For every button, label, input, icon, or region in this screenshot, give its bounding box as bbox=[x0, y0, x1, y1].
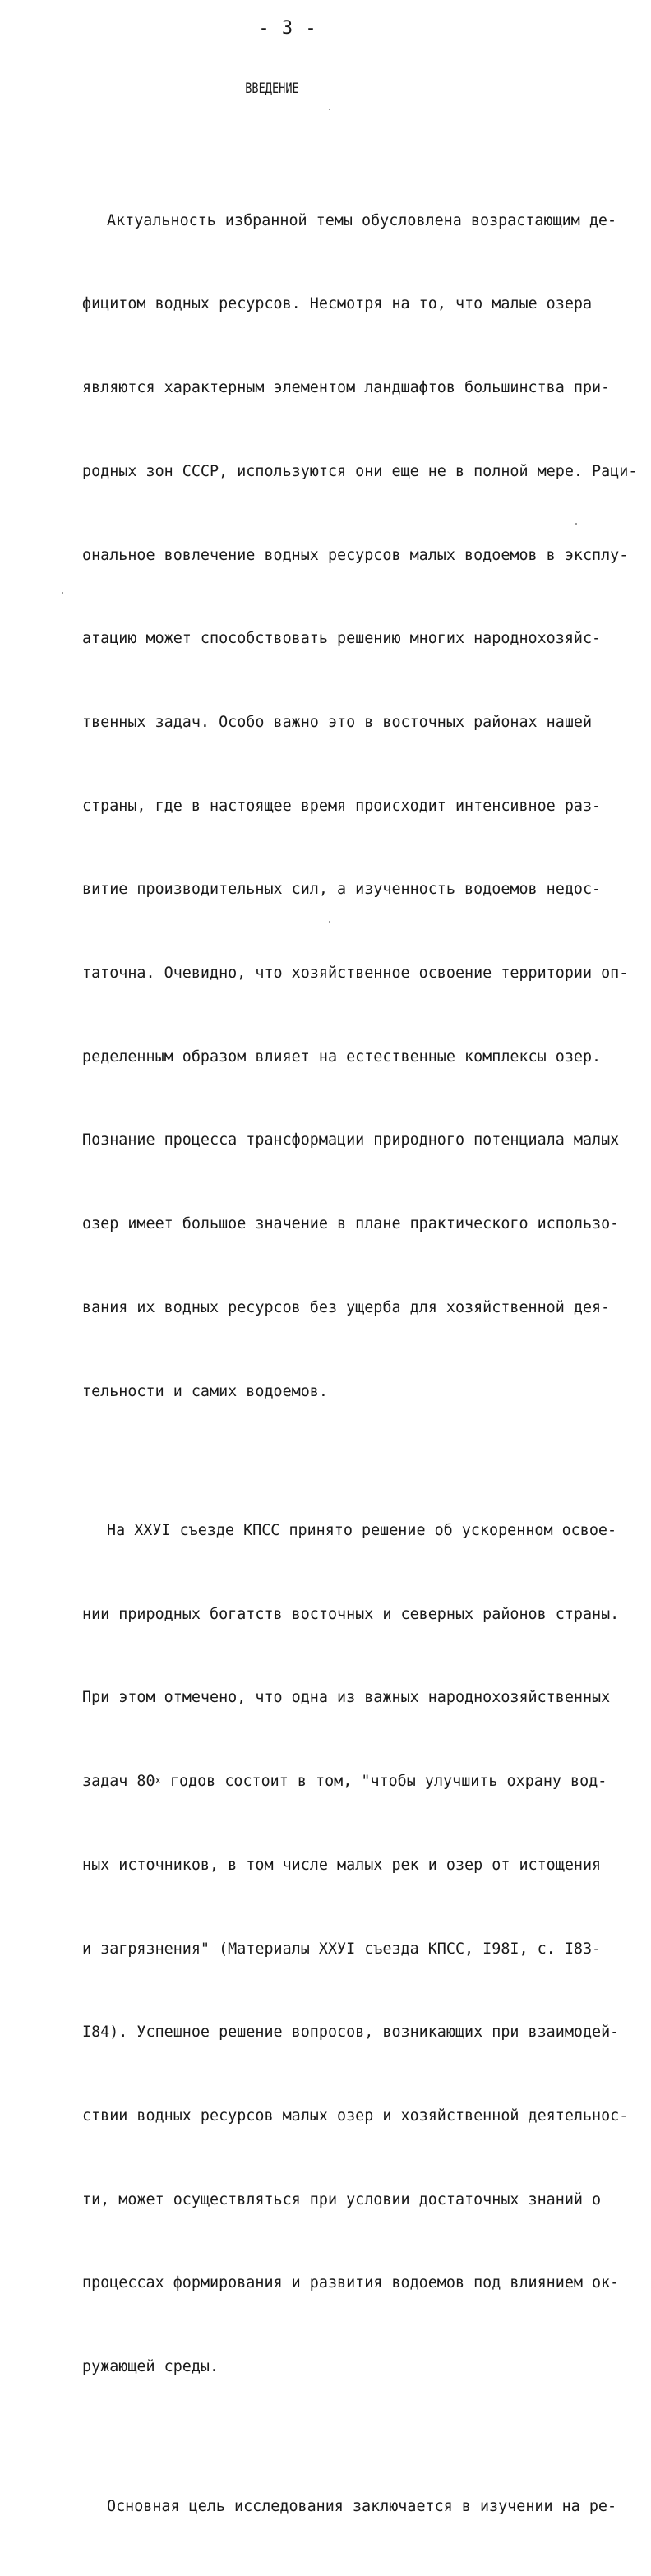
text-line: Основная цель исследования заключается в изучении на ре- bbox=[107, 2497, 617, 2515]
text-fragment: годов состоит в том, "чтобы улучшить охрану вод- bbox=[160, 1773, 607, 1791]
text-line: таточна. Очевидно, что хозяйственное освоение территории оп- bbox=[82, 964, 629, 983]
text-line: витие производительных сил, а изученность водоемов недос- bbox=[82, 881, 602, 899]
text-line: ствии водных ресурсов малых озер и хозяйственной деятельнос- bbox=[82, 2107, 629, 2125]
scan-speck bbox=[62, 592, 63, 594]
text-line: и загрязнения" (Материалы XXУI съезда КПСС, I98I, с. I83- bbox=[82, 1940, 602, 1958]
text-line: родных зон СССР, используются они еще не в полной мере. Раци- bbox=[82, 462, 638, 480]
text-line: фицитом водных ресурсов. Несмотря на то, что малые озера bbox=[82, 295, 593, 313]
text-line: ональное вовлечение водных ресурсов малых водоемов в эксплу- bbox=[82, 546, 629, 564]
text-line: I84). Успешное решение вопросов, возникающих при взаимодей- bbox=[82, 2023, 620, 2042]
text-line: ных источников, в том числе малых рек и озер от истощения bbox=[82, 1856, 602, 1874]
text-line: нии природных богатств восточных и северных районов страны. bbox=[82, 1605, 620, 1623]
text-line: вания их водных ресурсов без ущерба для хозяйственной дея- bbox=[82, 1298, 611, 1316]
text-line: атацию может способствовать решению многих народнохозяйс- bbox=[82, 630, 602, 648]
page-number: - 3 - bbox=[258, 18, 317, 39]
text-line: ределенным образом влияет на естественные комплексы озер. bbox=[82, 1048, 602, 1066]
scan-speck bbox=[329, 109, 330, 110]
text-line: твенных задач. Особо важно это в восточных районах нашей bbox=[82, 713, 593, 731]
text-line: ружающей среды. bbox=[82, 2358, 219, 2376]
scan-speck bbox=[575, 523, 577, 525]
text-line-with-superscript bbox=[82, 1768, 641, 1796]
text-line: тельности и самих водоемов. bbox=[82, 1382, 328, 1400]
text-line: На XXУI съезде КПСС принято решение об ускоренном освое- bbox=[107, 1522, 617, 1540]
text-line: страны, где в настоящее время происходит интенсивное раз- bbox=[82, 797, 602, 815]
text-line: При этом отмечено, что одна из важных народнохозяйственных bbox=[82, 1689, 611, 1707]
text-line: Познание процесса трансформации природного потенциала малых bbox=[82, 1131, 620, 1149]
text-fragment: задач 80 bbox=[82, 1773, 155, 1791]
text-line: озер имеет большое значение в плане практического использо- bbox=[82, 1215, 620, 1233]
superscript-marker: х bbox=[155, 1774, 161, 1787]
text-line: Актуальность избранной темы обусловлена возрастающим де- bbox=[107, 211, 617, 229]
section-heading: ВВЕДЕНИЕ bbox=[245, 81, 299, 97]
text-line: процессах формирования и развития водоемов под влиянием ок- bbox=[82, 2274, 620, 2292]
text-line: являются характерным элементом ландшафтов большинства при- bbox=[82, 379, 611, 397]
text-line: ти, может осуществляться при условии достаточных знаний о bbox=[82, 2190, 602, 2208]
body-text bbox=[82, 123, 641, 2576]
scan-speck bbox=[329, 921, 330, 923]
